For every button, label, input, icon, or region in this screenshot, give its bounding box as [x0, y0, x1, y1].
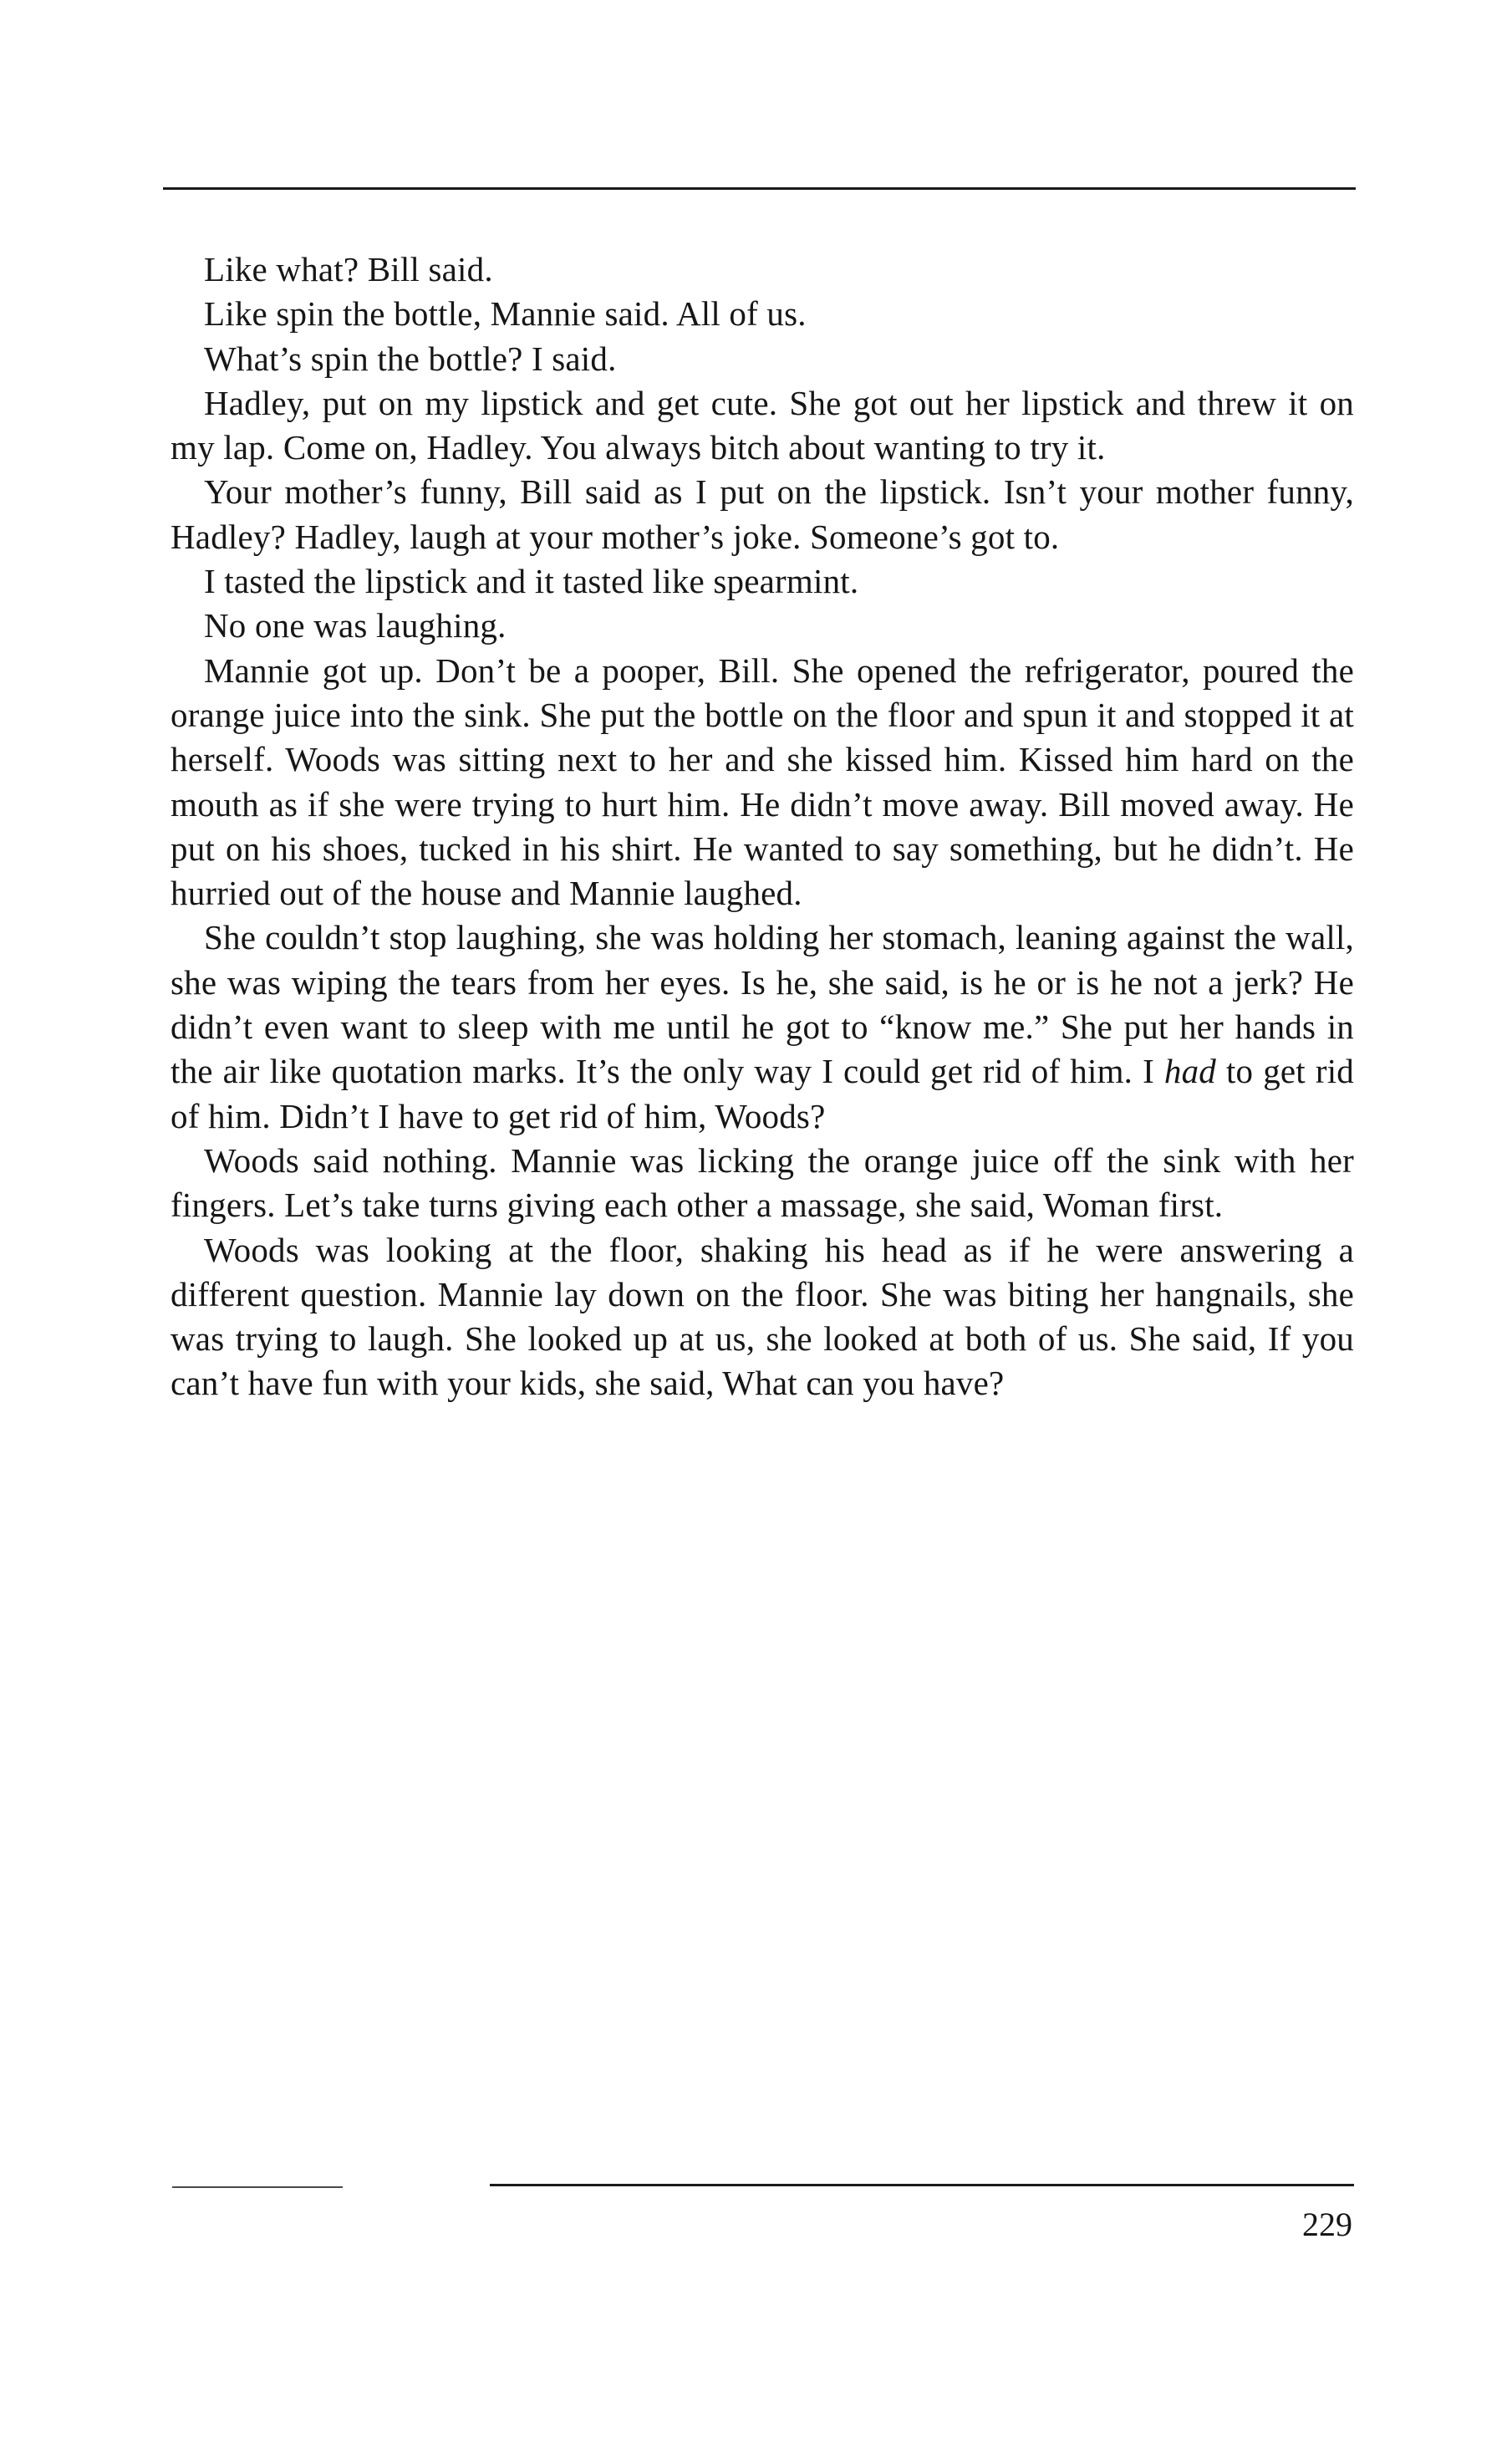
paragraph: Woods said nothing. Mannie was licking the orange juice off the sink with her fingers. Let’s take turns giving each other a massage, she said, Woman first. [171, 1140, 1354, 1225]
paragraph: No one was laughing. [204, 606, 507, 645]
top-rule [163, 187, 1356, 190]
paragraph-text: to get rid of him. Didn’t I have to get rid of him, Woods? [171, 1052, 1354, 1135]
body-text [171, 247, 1354, 1406]
paragraph [171, 915, 1354, 1138]
paragraph: I tasted the lipstick and it tasted like spearmint. [204, 562, 859, 601]
footer-rule-left [172, 2186, 343, 2188]
paragraph: Your mother’s funny, Bill said as I put on the lipstick. Isn’t your mother funny, Hadley? Hadley, laugh at your mother’s joke. Someone’s got to. [171, 472, 1354, 556]
paragraph: Woods was looking at the floor, shaking his head as if he were answering a different question. Mannie lay down on the floor. She was biting her hangnails, she was trying to laugh. She looked up at us, she looked at both of us. She said, If you can’t have fun with your kids, she said, What can you have? [171, 1230, 1354, 1403]
paragraph: Like what? Bill said. [204, 250, 493, 288]
paragraph: Mannie got up. Don’t be a pooper, Bill. She opened the refrigerator, poured the orange juice into the sink. She put the bottle on the floor and spun it and stopped it at herself. Woods was sitting next to her and she kissed him. Kissed him hard on the mouth as if she were trying to hurt him. He didn’t move away. Bill moved away. He put on his shoes, tucked in his shirt. He wanted to say something, but he didn’t. He hurried out of the house and Mannie laughed. [171, 650, 1354, 913]
page-number: 229 [1302, 2206, 1352, 2243]
italic-emphasis: had [1163, 1052, 1216, 1091]
paragraph: What’s spin the bottle? I said. [204, 339, 617, 378]
footer-rule-right [490, 2184, 1354, 2186]
paragraph-text: She couldn’t stop laughing, she was holding her stomach, leaning against the wall, she was wiping the tears from her eyes. Is he, she said, is he or is he not a jerk? He didn’t even want to sleep with me until he got to “know me.” She put her hands in the air like quotation marks. It’s the only way I could get rid of him. I [171, 918, 1354, 1091]
paragraph: Hadley, put on my lipstick and get cute. She got out her lipstick and threw it on my lap. Come on, Hadley. You always bitch about wanting to try it. [171, 383, 1354, 467]
paragraph: Like spin the bottle, Mannie said. All of us. [204, 294, 807, 334]
